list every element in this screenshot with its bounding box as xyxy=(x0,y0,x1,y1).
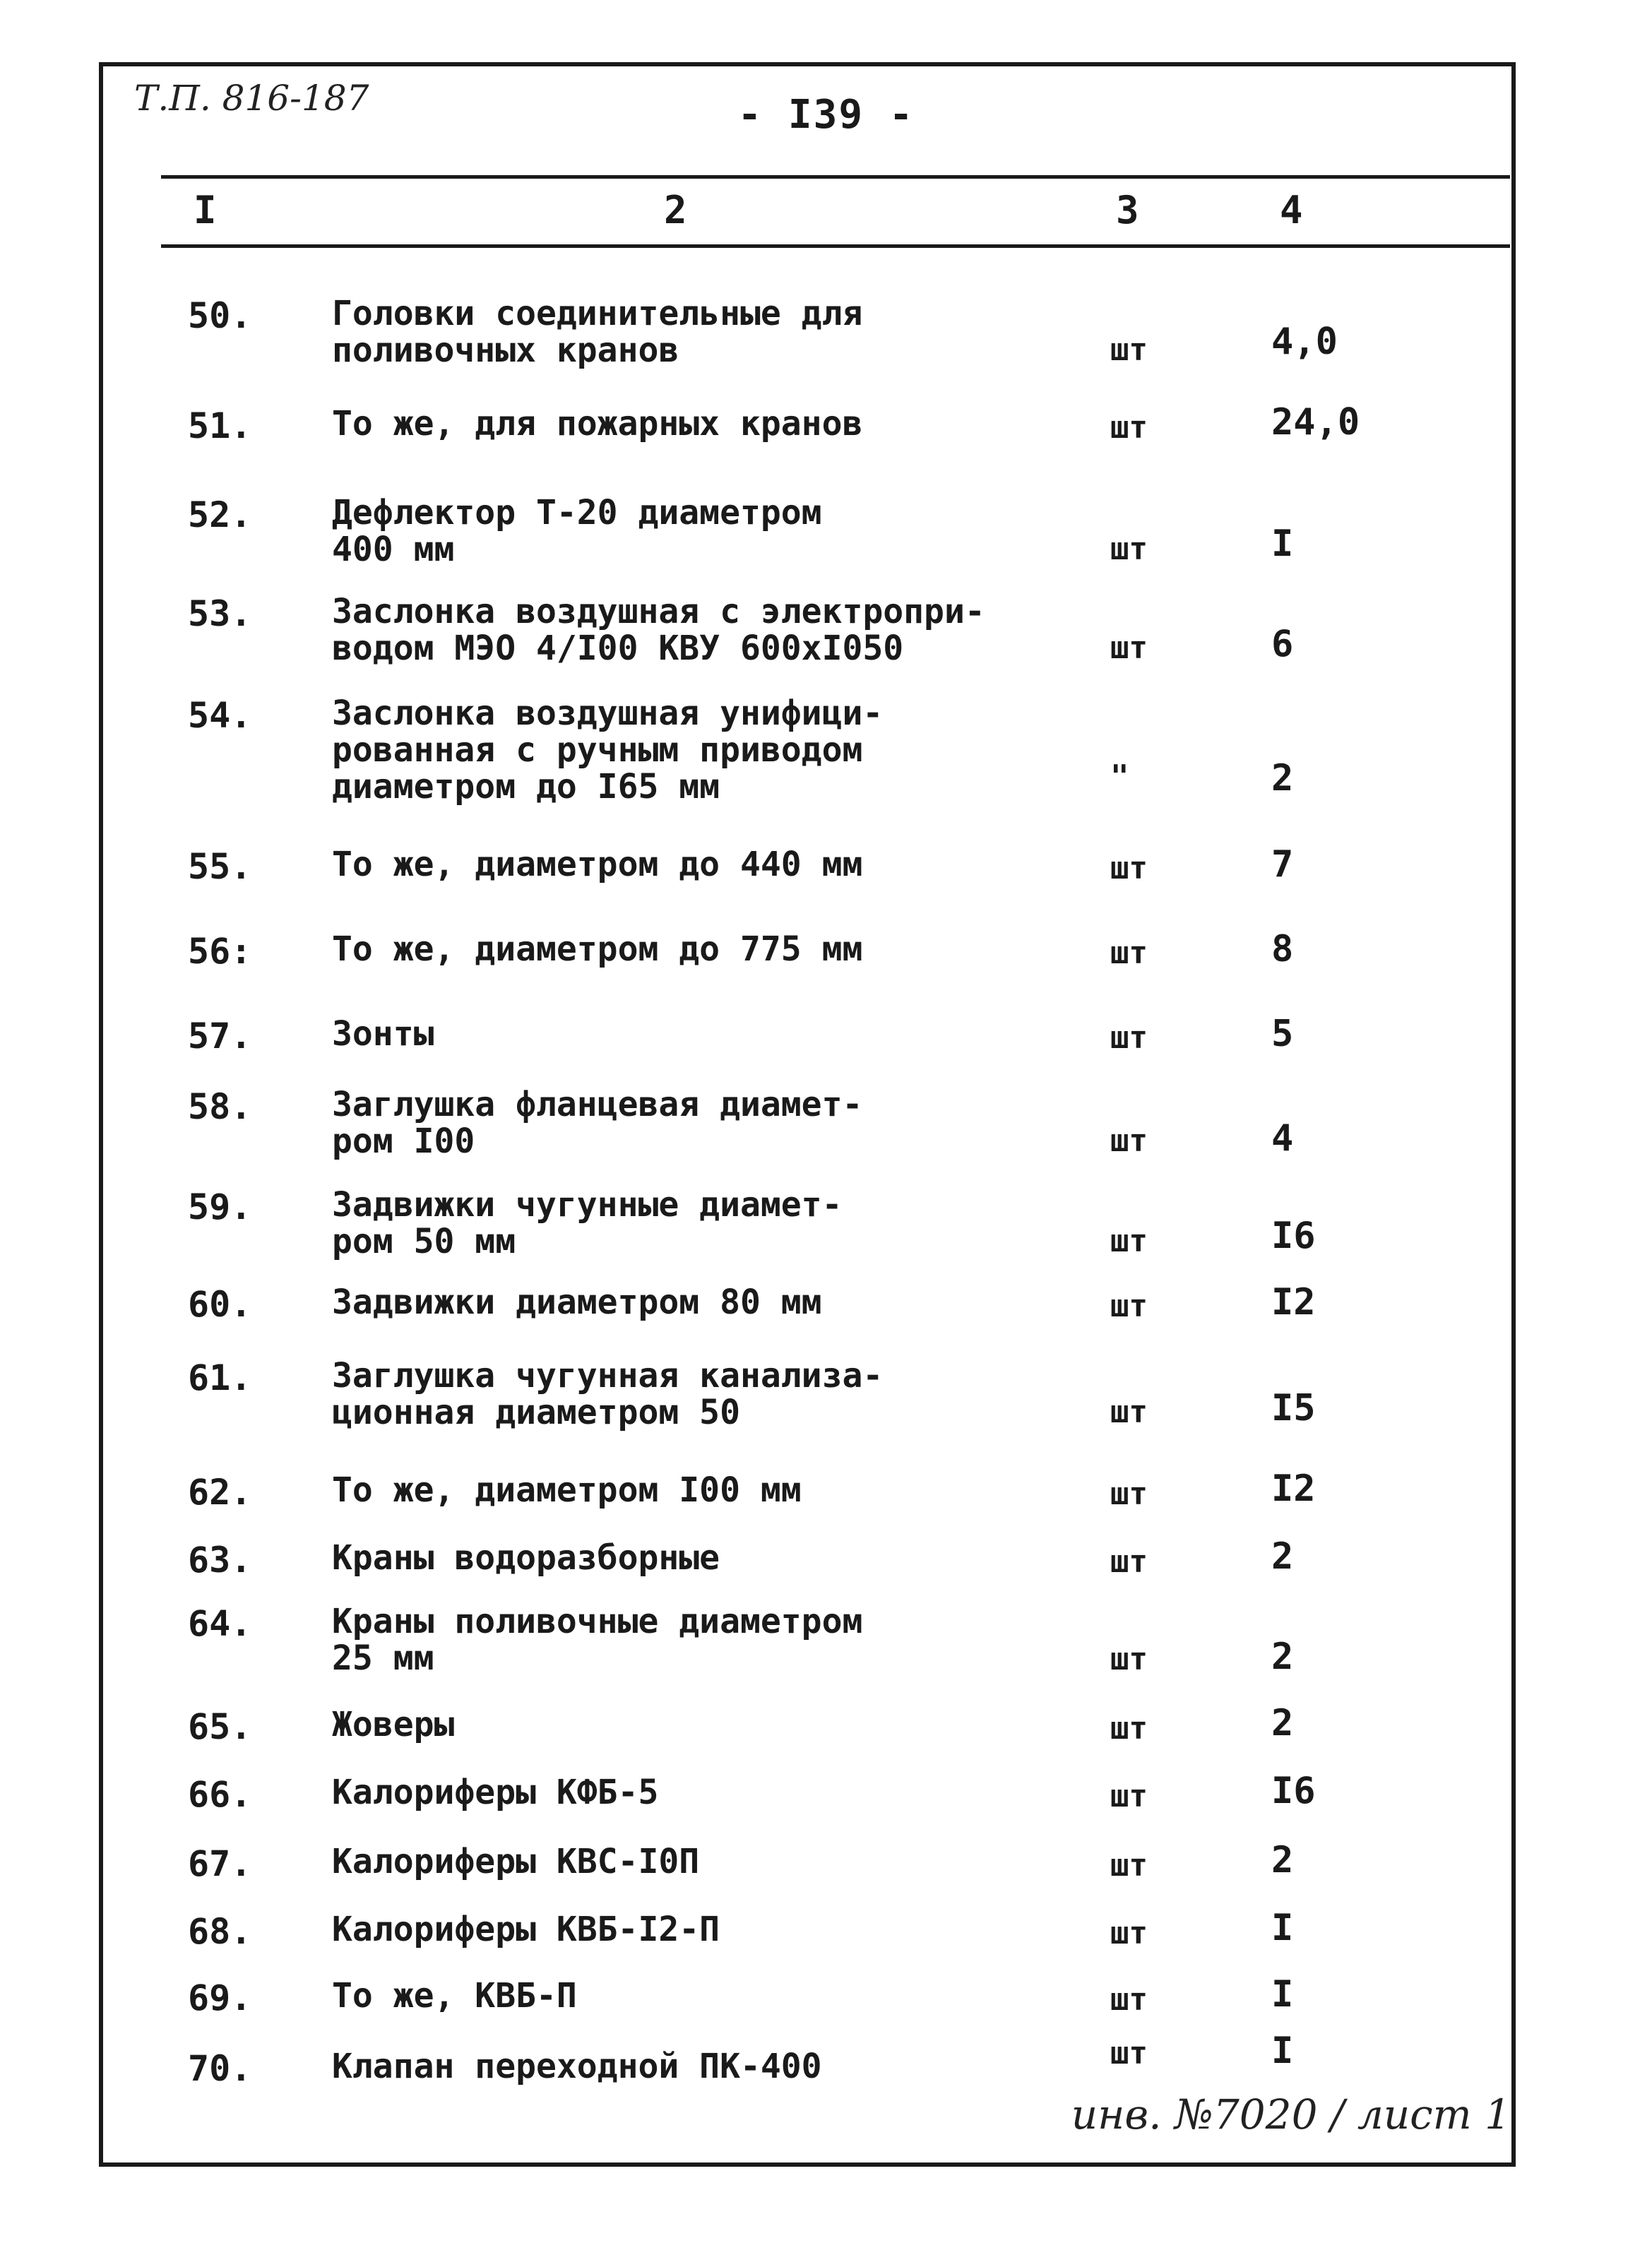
row-quantity: I2 xyxy=(1271,1468,1316,1510)
row-unit: шт xyxy=(1110,1288,1148,1324)
row-name: Заслонка воздушная с электропри- водом МЭО 4/I00 КВУ 600хI050 xyxy=(332,592,985,668)
row-name: Клапан переходной ПК-400 xyxy=(332,2047,822,2086)
row-number: 67. xyxy=(188,1843,252,1884)
row-quantity: I xyxy=(1271,523,1294,565)
row-unit: шт xyxy=(1110,332,1148,368)
row-unit: шт xyxy=(1110,1394,1148,1430)
row-unit: шт xyxy=(1110,1982,1148,2018)
row-number: 59. xyxy=(188,1186,252,1227)
row-quantity: I5 xyxy=(1271,1387,1316,1429)
row-number: 55. xyxy=(188,846,252,887)
row-name: Заслонка воздушная унифици- рованная с ручным приводом диаметром до I65 мм xyxy=(332,694,884,807)
row-quantity: 4 xyxy=(1271,1117,1294,1160)
row-unit: шт xyxy=(1110,1123,1148,1159)
column-header-2: 2 xyxy=(664,188,687,232)
row-number: 61. xyxy=(188,1357,252,1398)
row-unit: шт xyxy=(1110,1476,1148,1512)
row-unit: шт xyxy=(1110,1848,1148,1884)
row-name: Головки соединительные для поливочных кранов xyxy=(332,294,863,370)
row-name: То же, диаметром I00 мм xyxy=(332,1470,802,1510)
row-quantity: 24,0 xyxy=(1271,401,1360,444)
row-name: Заглушка чугунная канализа- ционная диаметром 50 xyxy=(332,1356,884,1432)
row-quantity: 2 xyxy=(1271,1535,1294,1578)
row-quantity: I xyxy=(1271,2030,1294,2072)
row-number: 65. xyxy=(188,1706,252,1747)
row-number: 53. xyxy=(188,593,252,634)
row-number: 69. xyxy=(188,1977,252,2018)
row-quantity: 4,0 xyxy=(1271,321,1338,363)
row-unit: шт xyxy=(1110,1641,1148,1677)
inventory-number: инв. №7020 / лист 1 xyxy=(1071,2090,1511,2138)
row-number: 50. xyxy=(188,295,252,336)
row-number: 58. xyxy=(188,1086,252,1127)
row-name: То же, диаметром до 775 мм xyxy=(332,929,863,969)
row-name: То же, для пожарных кранов xyxy=(332,404,863,444)
row-name: Калориферы КФБ-5 xyxy=(332,1773,659,1812)
row-quantity: 6 xyxy=(1271,623,1294,665)
row-number: 68. xyxy=(188,1911,252,1952)
row-unit: шт xyxy=(1110,410,1148,446)
row-name: То же, КВБ-П xyxy=(332,1976,577,2016)
row-name: Краны поливочные диаметром 25 мм xyxy=(332,1602,863,1678)
row-quantity: 5 xyxy=(1271,1013,1294,1055)
column-header-1: I xyxy=(194,188,217,232)
row-name: Краны водоразборные xyxy=(332,1538,720,1578)
row-unit: шт xyxy=(1110,1020,1148,1056)
row-quantity: 2 xyxy=(1271,757,1294,799)
row-unit: шт xyxy=(1110,1544,1148,1580)
row-name: Жоверы xyxy=(332,1705,455,1744)
row-name: Калориферы КВС-I0П xyxy=(332,1842,700,1881)
row-number: 64. xyxy=(188,1603,252,1644)
row-unit: шт xyxy=(1110,1710,1148,1747)
row-unit: " xyxy=(1110,758,1129,795)
page-number: - I39 - xyxy=(737,92,915,138)
row-quantity: I xyxy=(1271,1973,1294,2016)
row-number: 51. xyxy=(188,405,252,446)
row-name: Заглушка фланцевая диамет- ром I00 xyxy=(332,1085,863,1161)
row-unit: шт xyxy=(1110,1778,1148,1814)
row-quantity: 2 xyxy=(1271,1636,1294,1678)
row-name: Калориферы КВБ-I2-П xyxy=(332,1910,720,1949)
row-name: Дефлектор Т-20 диаметром 400 мм xyxy=(332,493,822,569)
row-unit: шт xyxy=(1110,850,1148,886)
row-number: 66. xyxy=(188,1774,252,1815)
row-quantity: I6 xyxy=(1271,1770,1316,1812)
row-quantity: I6 xyxy=(1271,1215,1316,1257)
row-number: 62. xyxy=(188,1472,252,1513)
column-header-3: 3 xyxy=(1116,188,1139,232)
row-quantity: 2 xyxy=(1271,1839,1294,1881)
row-number: 54. xyxy=(188,695,252,736)
row-quantity: 8 xyxy=(1271,928,1294,970)
column-header-4: 4 xyxy=(1280,188,1303,232)
row-number: 52. xyxy=(188,494,252,535)
row-unit: шт xyxy=(1110,1915,1148,1951)
row-number: 60. xyxy=(188,1284,252,1325)
row-number: 57. xyxy=(188,1016,252,1057)
row-quantity: 2 xyxy=(1271,1702,1294,1744)
row-name: То же, диаметром до 440 мм xyxy=(332,845,863,884)
row-unit: шт xyxy=(1110,1223,1148,1259)
row-unit: шт xyxy=(1110,935,1148,971)
row-quantity: I xyxy=(1271,1907,1294,1949)
row-number: 70. xyxy=(188,2048,252,2089)
row-unit: шт xyxy=(1110,531,1148,567)
row-name: Зонты xyxy=(332,1014,434,1054)
row-number: 56: xyxy=(188,931,252,972)
document-code: Т.П. 816-187 xyxy=(134,78,369,119)
row-quantity: I2 xyxy=(1271,1281,1316,1323)
row-name: Задвижки чугунные диамет- ром 50 мм xyxy=(332,1185,843,1261)
row-name: Задвижки диаметром 80 мм xyxy=(332,1283,822,1322)
row-number: 63. xyxy=(188,1540,252,1581)
row-unit: шт xyxy=(1110,630,1148,666)
row-quantity: 7 xyxy=(1271,843,1294,886)
row-unit: шт xyxy=(1110,2035,1148,2071)
